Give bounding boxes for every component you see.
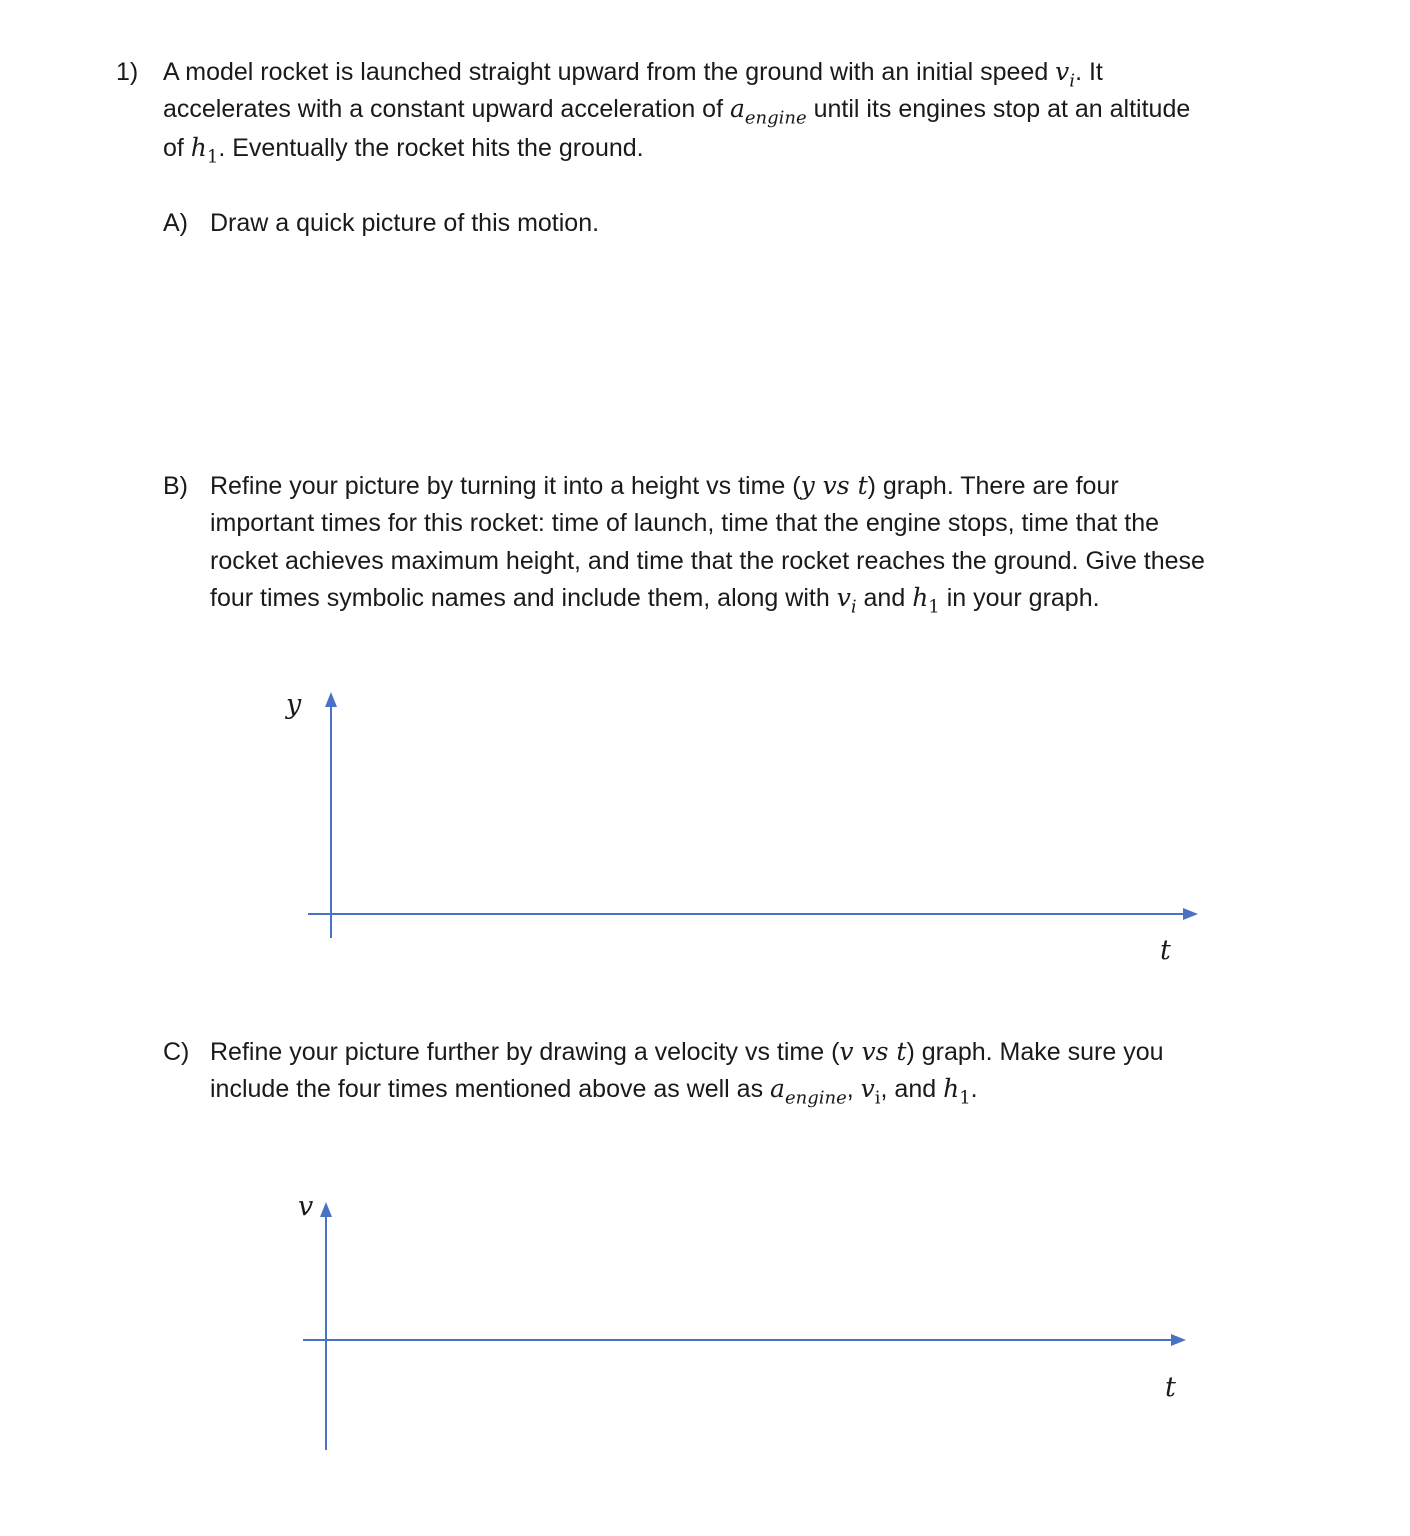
v-i-symbol: $v_i$ bbox=[860, 1074, 881, 1109]
y-vs-t-expression: y vs t bbox=[800, 471, 868, 500]
t-axis-2-label: t bbox=[1165, 1372, 1176, 1403]
v-i-symbol: $v_i$ bbox=[836, 583, 857, 618]
h-1-symbol: $h_1$ bbox=[190, 133, 219, 168]
problem-number: 1) bbox=[116, 58, 139, 86]
y-axis-label: y bbox=[286, 689, 302, 720]
v-i-symbol: $v_i$ bbox=[1055, 57, 1076, 92]
problem-stem-line-1: A model rocket is launched straight upward from the ground with an initial speed $v_i$. It bbox=[163, 57, 1103, 92]
part-a-label: A) bbox=[163, 209, 188, 237]
part-b-label: B) bbox=[163, 472, 188, 500]
part-c-line-2: include the four times mentioned above as well as $a_{engine}$, $v_i$, and $h_1$. bbox=[210, 1074, 978, 1109]
v-vs-t-expression: v vs t bbox=[839, 1037, 907, 1066]
a-engine-symbol: $a_{engine}$ bbox=[729, 94, 807, 129]
part-c-line-1: Refine your picture further by drawing a velocity vs time (v vs t) graph. Make sure you bbox=[210, 1037, 1164, 1066]
h-1-symbol: $h_1$ bbox=[912, 583, 940, 618]
part-c-label: C) bbox=[163, 1038, 190, 1066]
a-engine-symbol: $a_{engine}$ bbox=[770, 1074, 847, 1109]
t-axis-2-arrowhead bbox=[1171, 1334, 1186, 1346]
y-axis-arrowhead bbox=[325, 692, 337, 707]
problem-stem-line-2: accelerates with a constant upward acceleration of $a_{engine}$ until its engines stop at an altitude bbox=[163, 94, 1191, 129]
t-axis-label: t bbox=[1160, 935, 1171, 966]
v-axis-label: v bbox=[298, 1191, 314, 1222]
problem-stem-line-3: of $h_1$. Eventually the rocket hits the ground. bbox=[163, 133, 644, 168]
part-b-line-1: Refine your picture by turning it into a height vs time (y vs t) graph. There are four bbox=[210, 471, 1119, 500]
part-b-line-2: important times for this rocket: time of launch, time that the engine stops, time that the bbox=[210, 509, 1160, 537]
h-1-symbol: $h_1$ bbox=[943, 1074, 971, 1109]
part-b-line-4: four times symbolic names and include them, along with $v_i$ and $h_1$ in your graph. bbox=[210, 583, 1100, 618]
v-axis-arrowhead bbox=[320, 1202, 332, 1217]
part-b-line-3: rocket achieves maximum height, and time that the rocket reaches the ground. Give these bbox=[210, 547, 1205, 575]
part-a-text: Draw a quick picture of this motion. bbox=[210, 209, 600, 237]
t-axis-arrowhead bbox=[1183, 908, 1198, 920]
